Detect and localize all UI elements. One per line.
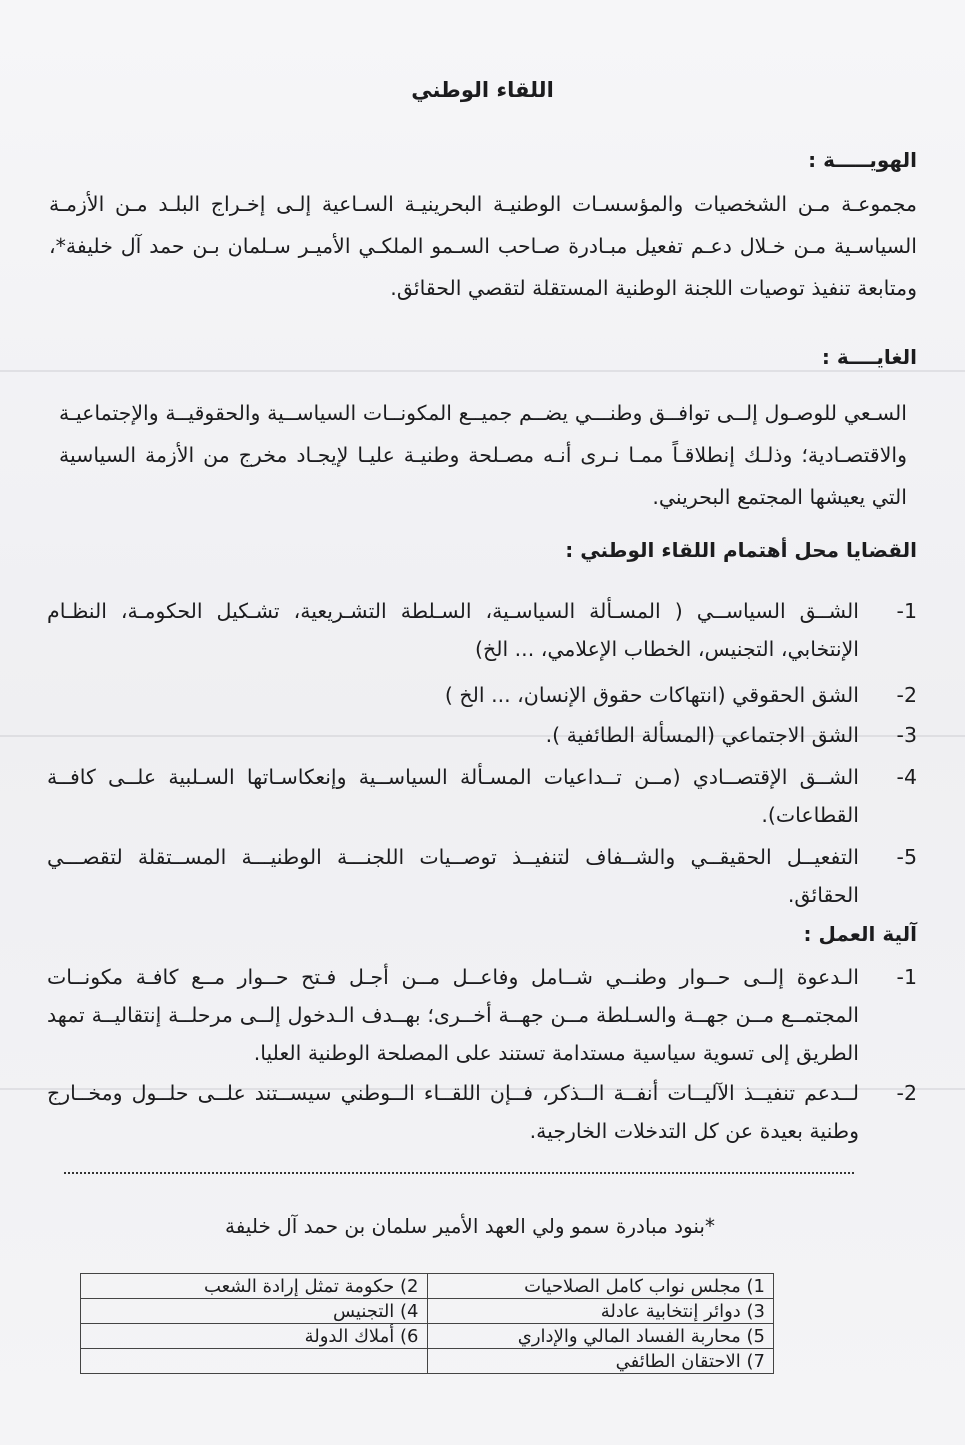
issue-number: -2 — [896, 683, 917, 707]
mechanism-text: الـدعوة إلــى حــوار وطنــي شــامل وفاعــل مــن أجـل فـتح حــوار مــع كافـة مكونــات المجتمــع مــن جهــة والسـلطة مــن جهــة أخــرى؛ بهــدف الـدخول إلــى مرحلــة إنتقاليــة تمهد الطريق إلى تسوية سياسية مستدامة تستند على المصلحة الوطنية العليا. — [47, 965, 859, 1065]
issue-text: التفعيــل الحقيقــي والشــفاف لتنفيــذ توصــيات اللجنـــة الوطنيـــة المســتقلة لتقصـــي الحقائق. — [47, 845, 859, 907]
paper-fold — [0, 370, 965, 372]
table-cell: 7) الاحتقان الطائفي — [427, 1349, 774, 1374]
issue-text: الشــق الإقتصــادي (مــن تــداعيات المسـألة السياســية وإنعكاسـاتها السـلبية علــى كافــة القطاعات). — [47, 765, 859, 827]
table-cell: 4) التجنيس — [81, 1299, 428, 1324]
table-cell: 6) أملاك الدولة — [81, 1324, 428, 1349]
table-cell — [81, 1349, 428, 1374]
mechanism-number: -2 — [896, 1081, 917, 1105]
issue-number: -4 — [896, 765, 917, 789]
issue-item — [47, 716, 917, 754]
table-row — [81, 1299, 774, 1324]
table-cell: 1) مجلس نواب كامل الصلاحيات — [427, 1274, 774, 1299]
footnote: *بنود مبادرة سمو ولي العهد الأمير سلمان بن حمد آل خليفة — [224, 1214, 715, 1238]
identity-paragraph: مجموعـة مـن الشخصيات والمؤسسـات الوطنيـة البحرينيـة السـاعية إلـى إخـراج البلـد مـن الأزمـة السياسـية مـن خـلال دعـم تفعيل مبـادرة صـاحب السـمو الملكـي الأميـر سـلمان بـن حمد آل خليفة*، ومتابعة تنفيذ توصيات اللجنة الوطنية المستقلة لتقصي الحقائق. — [49, 192, 917, 300]
issue-text: الشــق السياســي ( المسـألة السياسـية، السـلطة التشـريعية، تشـكيل الحكومـة، النظـام الإنتخابي، التجنيس، الخطاب الإعلامي، ... الخ) — [47, 599, 859, 661]
mechanism-number: -1 — [896, 965, 917, 989]
table-cell: 5) محاربة الفساد المالي والإداري — [427, 1324, 774, 1349]
mechanism-item — [47, 958, 917, 1072]
issue-item — [47, 676, 917, 714]
table-cell: 2) حكومة تمثل إرادة الشعب — [81, 1274, 428, 1299]
issue-item — [47, 838, 917, 914]
issue-text: الشق الاجتماعي (المسألة الطائفية ). — [545, 723, 859, 747]
issue-item — [47, 758, 917, 834]
table-row — [81, 1324, 774, 1349]
identity-heading: الهويـــــة : — [808, 148, 917, 172]
issue-number: -1 — [896, 599, 917, 623]
issue-number: -3 — [896, 723, 917, 747]
initiative-terms-table — [80, 1273, 774, 1374]
goal-paragraph: السـعي للوصـول إلــى توافــق وطنـــي يضــم جميــع المكونــات السياســية والحقوقيــة والإجتماعيـة والاقتصـادية؛ وذلـك إنطلاقـاً ممـا نـرى أنـه مصـلحة وطنيـة عليـا لإيجـاد مخرج من الأزمة السياسية التي يعيشها المجتمع البحريني. — [59, 401, 907, 509]
issues-heading: القضايا محل أهتمام اللقاء الوطني : — [565, 538, 917, 562]
issue-item — [47, 592, 917, 668]
mechanism-heading: آلية العمل : — [803, 922, 917, 946]
dotted-separator — [64, 1172, 854, 1174]
mechanism-item — [47, 1074, 917, 1150]
table-cell: 3) دوائر إنتخابية عادلة — [427, 1299, 774, 1324]
goal-heading: الغايــــة : — [821, 345, 917, 369]
table-row — [81, 1349, 774, 1374]
issue-number: -5 — [896, 845, 917, 869]
table-row — [81, 1274, 774, 1299]
mechanism-text: لــدعم تنفيــذ الآليــات أنفــة الــذكر، فــإن اللقــاء الــوطني سيســتند علــى حلــول ومخــارج وطنية بعيدة عن كل التدخلات الخارجية. — [47, 1081, 859, 1143]
document-title: اللقاء الوطني — [411, 78, 554, 102]
issue-text: الشق الحقوقي (انتهاكات حقوق الإنسان، ... الخ ) — [444, 683, 859, 707]
